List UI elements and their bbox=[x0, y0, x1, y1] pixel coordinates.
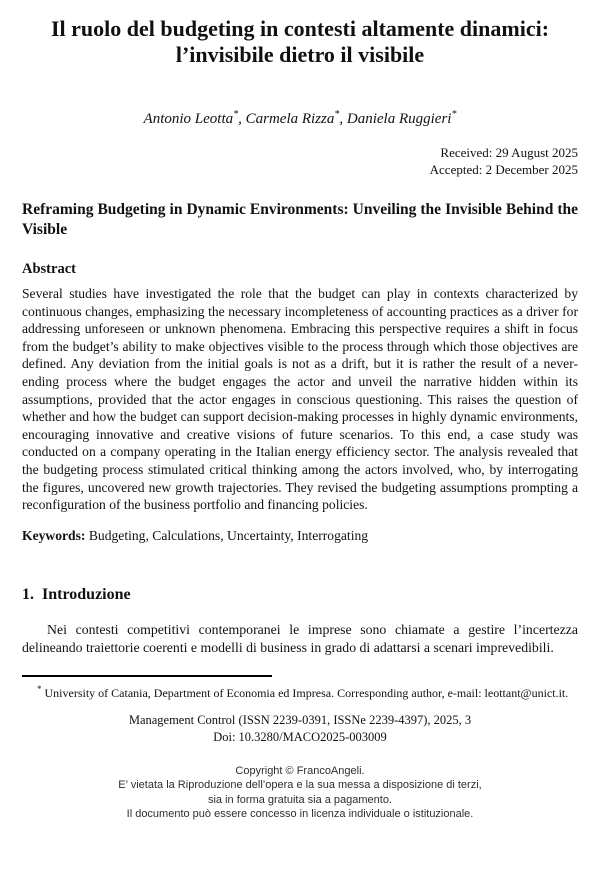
doi-line: Doi: 10.3280/MACO2025-003009 bbox=[213, 730, 387, 745]
abstract-text: Several studies have investigated the role that the budget can play in contexts characterized by continuous changes, emphasizing the necessary incompleteness of accounting practices as a driver for addressing unforeseen or unknown phenomena. Embracing this perspective requires a shift in focus from the budget’s ability to make objectives visible to the process through which those objectives are defined. Any deviation from the initial goals is not as a drift, but it is rather the result of a never-ending process where the budget engages the actor and unveil the narrative hidden within its assumptions, provided that the actor engages in conscious questioning. This raises the question of whether and how the budget can support decision-making processes in highly dynamic environments, encouraging innovative and creative visions of future scenarios. To this end, a case study was conducted on a company operating in the Italian energy efficiency sector. The analysis revealed that the budgeting process stimulated critical thinking among the actors involved, who, by interrogating the figures, uncovered new growth trajectories. They revised the budgeting assumptions prompting a reconfiguration of the business portfolio and financing policies. bbox=[22, 285, 578, 513]
journal-info bbox=[22, 712, 578, 747]
copyright-line: E’ vietata la Riproduzione dell’opera e la sua messa a disposizione di terzi, bbox=[118, 779, 482, 792]
keywords-label: Keywords: bbox=[22, 527, 86, 543]
author-name: Antonio Leotta bbox=[143, 110, 234, 127]
author-separator: , bbox=[339, 110, 347, 127]
section-title: Introduzione bbox=[42, 585, 131, 603]
authors-line bbox=[22, 109, 578, 128]
footnote-marker: * bbox=[37, 683, 42, 694]
section-number: 1. bbox=[22, 585, 34, 603]
copyright-line: sia in forma gratuita sia a pagamento. bbox=[207, 793, 393, 806]
footnote-text: University of Catania, Department of Economia ed Impresa. Corresponding author, e-mail: leottant@unict.it. bbox=[41, 685, 569, 700]
author-footnote-marker: * bbox=[334, 108, 340, 120]
received-date: Received: 29 August 2025 bbox=[440, 144, 578, 160]
copyright-block bbox=[22, 764, 578, 822]
journal-issn-line: Management Control (ISSN 2239-0391, ISSNe 2239-4397), 2025, 3 bbox=[128, 713, 472, 728]
intro-paragraph: Nei contesti competitivi contemporanei le imprese sono chiamate a gestire l’incertezza delineando traiettorie coerenti e modelli di business in grado di adattarsi a scenari imprevedibili. bbox=[22, 621, 578, 656]
author-footnote-marker: * bbox=[233, 108, 239, 120]
page-title-english: Reframing Budgeting in Dynamic Environments: Unveiling the Invisible Behind the Visible bbox=[22, 200, 578, 238]
copyright-line: Copyright © FrancoAngeli. bbox=[235, 764, 365, 777]
accepted-date: Accepted: 2 December 2025 bbox=[429, 161, 578, 177]
author-footnote-marker: * bbox=[451, 108, 457, 120]
footnote-divider bbox=[22, 675, 272, 677]
page-title-italian: Il ruolo del budgeting in contesti altamente dinamici: l’invisibile dietro il visibile bbox=[50, 16, 550, 67]
section-heading-introduzione bbox=[22, 586, 578, 604]
manuscript-dates bbox=[22, 145, 578, 179]
author-separator: , bbox=[238, 110, 246, 127]
footnote bbox=[22, 682, 578, 702]
abstract-heading: Abstract bbox=[22, 260, 76, 277]
author-name: Daniela Ruggieri bbox=[346, 110, 452, 127]
author-name: Carmela Rizza bbox=[245, 110, 335, 127]
copyright-line: Il documento può essere concesso in licenza individuale o istituzionale. bbox=[126, 808, 474, 821]
keywords-line bbox=[22, 528, 578, 544]
keywords-list: Budgeting, Calculations, Uncertainty, Interrogating bbox=[85, 527, 369, 543]
